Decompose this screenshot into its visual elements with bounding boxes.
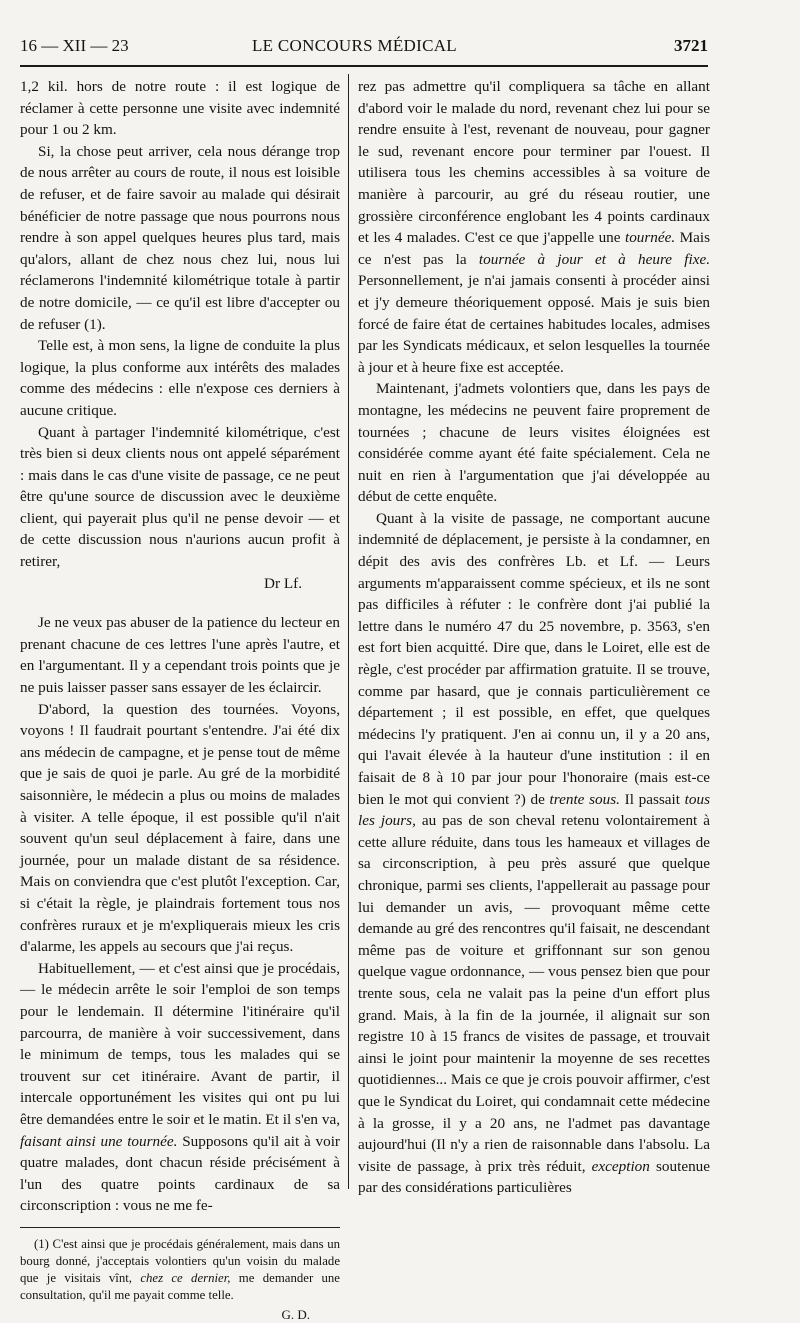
right-column xyxy=(358,76,710,1199)
text-run: Supposons qu'il ait à voir quatre malades, dont chacun réside précisément à l'un des quatre points cardinaux de sa circonscription : vous ne me fe- xyxy=(20,1132,340,1215)
page-number: 3721 xyxy=(674,36,708,55)
italic-text: tournée. xyxy=(624,229,676,247)
footnote-signature: G. D. xyxy=(281,1306,310,1322)
text-run: Il passait xyxy=(619,790,685,808)
footnote xyxy=(20,1236,340,1323)
italic-text: chez ce dernier, xyxy=(140,1270,231,1285)
italic-text: trente sous. xyxy=(549,790,620,808)
text-run: me demander une consultation, qu'il me payait comme telle. xyxy=(20,1270,340,1302)
footnote-text xyxy=(20,1236,340,1304)
paragraph: Quant à partager l'indemnité kilométrique, c'est très bien si deux clients nous ont appelé séparément : mais dans le cas d'une visite de passage, ce ne peut être qu'une source de discussion avec le deuxième client, qui payerait plus qu'il ne pense devoir — et de cette discussion nous n'aurions aucun profit à retirer, xyxy=(20,423,340,571)
text-run: au pas de son cheval retenu volontairement à cette allure réduite, dans tous les hameaux et villages de sa circonscription, à peu près assuré que quelque chronique, parmi ses clients, l'appellerait au passage pour lui demander un avis, — provoquant même cette demande au gré des rencontres qu'il faisait, ne descendant même pas de voiture et griffonnant sur son genou quelque vague ordonnance, — vous pensez bien que pour trente sous, cela ne valait pas la peine d'un effort plus grand. Mais, à la fin de la journée, il alignait sur son registre 10 à 15 francs de visites de passage, et trouvait ainsi le joint pour maintenir la moyenne de ses recettes quotidiennes... Mais ce que je crois pouvoir affirmer, c'est que le Syndicat du Loiret, qui condamnait cette médecine à la grosse, il y a 20 ans, ne l'admet pas davantage aujourd'hui (Il n'y a rien de raisonnable dans l'absolu. La visite de passage, à prix très réduit, xyxy=(358,812,710,1175)
paragraph: Je ne veux pas abuser de la patience du lecteur en prenant chacune de ces lettres l'une après l'autre, et en l'argumentant. Il y a cependant trois points que je ne puis laisser passer sans essayer de les éclaircir. xyxy=(20,614,340,697)
signature: Dr Lf. xyxy=(264,574,302,592)
italic-text: exception xyxy=(591,1157,650,1175)
text-run: Habituellement, — et c'est ainsi que je procédais, — le médecin arrête le soir l'emploi de son temps pour le lendemain. Il détermine l'itinéraire qu'il parcourra, de manière à voir successivement, dans le minimum de temps, tous les malades qui se trouvent sur cet itinéraire. Avant de partir, il intercale opportunément les visites qui ont pu lui être demandées entre le soir et le matin. Et il s'en va, xyxy=(20,959,340,1128)
italic-text: tous les jours, xyxy=(358,790,710,830)
paragraph: 1,2 kil. hors de notre route : il est logique de réclamer à cette personne une visite avec indemnité pour 1 ou 2 km. xyxy=(20,78,340,139)
header-rule xyxy=(20,65,708,67)
text-run: rez pas admettre qu'il compliquera sa tâche en allant d'abord voir le malade du nord, revenant chez lui pour se rendre ensuite à l'est, revenant de nouveau, pour gagner le sud, revenant encore pour terminer par l'ouest. Il utilisera tous les chemins accessibles à sa voiture de manière à parcourir, au gré du réseau routier, une grossière circonférence englobant les 4 points cardinaux et les 4 malades. C'est ce que j'appelle une xyxy=(358,78,710,247)
left-column xyxy=(20,76,340,1323)
paragraph: Maintenant, j'admets volontiers que, dans les pays de montagne, les médecins ne peuvent faire proprement de tournées ; chacune de leurs visites éloignées est considérée comme ayant été faite spécialement. Cela ne nuit en rien à l'argumentation que j'ai développée au début de cette enquête. xyxy=(358,380,710,506)
text-run: Mais ce n'est pas la xyxy=(358,229,711,268)
text-run: Quant à la visite de passage, ne comportant aucune indemnité de déplacement, je persiste à la condamner, en dépit des avis des confrères Lb. et Lf. — Leurs arguments m'apparaissent comme spécieux, et ils ne sont pas difficiles à réfuter : le confrère dont j'ai publié la lettre dans le numéro 47 du 25 novembre, p. 3563, s'en est fort bien acquitté. Dire que, dans le Loiret, elle est de règle, c'est procéder par affirmation gratuite. Il se trouve, comme par hasard, que je connais particulièrement ce département ; il est possible, en effet, que quelques médecins l'y pratiquent. J'en ai connu un, il y a 20 ans, qui l'avait élevée à la hauteur d'une institution : il en faisait de 8 à 10 par jour pour l'honoraire (mais est-ce bien le mot qui convient ?) de xyxy=(358,509,710,808)
page-header xyxy=(20,36,708,64)
paragraph: D'abord, la question des tournées. Voyons, voyons ! Il faudrait pourtant s'entendre. J'ai été dix ans médecin de campagne, et je pense tout de même que je sais de quoi je parle. Au gré de la morbidité saisonnière, le médecin a plus ou moins de malades à visiter. A telle époque, il est possible qu'il n'ait souvent qu'un seul déplacement à faire, dans une journée, pour un malade distant de sa résidence. Mais on conviendra que c'est plutôt l'exception. Car, si c'était la règle, je plaindrais fortement tous nos confrères ruraux et je m'expliquerais mieux les cris d'alarme, les appels au secours que j'ai reçus. xyxy=(20,700,340,956)
issue-date: 16 — XII — 23 xyxy=(20,36,129,55)
paragraph: Si, la chose peut arriver, cela nous dérange trop de nous arrêter au cours de route, il nous est loisible de refuser, et de faire savoir au malade qui désirait bénéficier de notre passage que nous pourrons nous rendre à son appel quelques heures plus tard, mais qu'alors, allant de chez nous chez lui, nous lui réclamerons l'indemnité kilométrique totale à partir de notre domicile, — ce qu'il est libre d'accepter ou de refuser (1). xyxy=(20,142,340,333)
column-divider xyxy=(348,74,349,1189)
footnote-rule xyxy=(20,1227,340,1228)
paragraph: Telle est, à mon sens, la ligne de conduite la plus logique, la plus conforme aux intérêts des malades comme des médecins : elle n'expose ces derniers à aucune critique. xyxy=(20,337,340,419)
text-run: soutenue par des considérations particulières xyxy=(358,1157,710,1197)
text-run: Personnellement, je n'ai jamais consenti à procéder ainsi et j'y demeure théoriquement opposé. Mais je suis bien forcé de faire état de certaines habitudes locales, admises par les Syndicats médicaux, et selon lesquelles la tournée à jour et à heure fixe est acceptée. xyxy=(358,272,710,376)
paragraph xyxy=(358,508,710,1199)
paragraph xyxy=(20,958,340,1217)
text-run: (1) C'est ainsi que je procédais généralement, mais dans un bourg donné, j'acceptais volontiers qu'un voisin du malade que je visitais vînt, xyxy=(20,1236,340,1285)
paragraph xyxy=(358,76,710,378)
italic-text: tournée à jour et à heure fixe. xyxy=(478,250,711,268)
italic-text: faisant ainsi une tournée. xyxy=(20,1132,178,1150)
journal-title: LE CONCOURS MÉDICAL xyxy=(252,36,457,55)
